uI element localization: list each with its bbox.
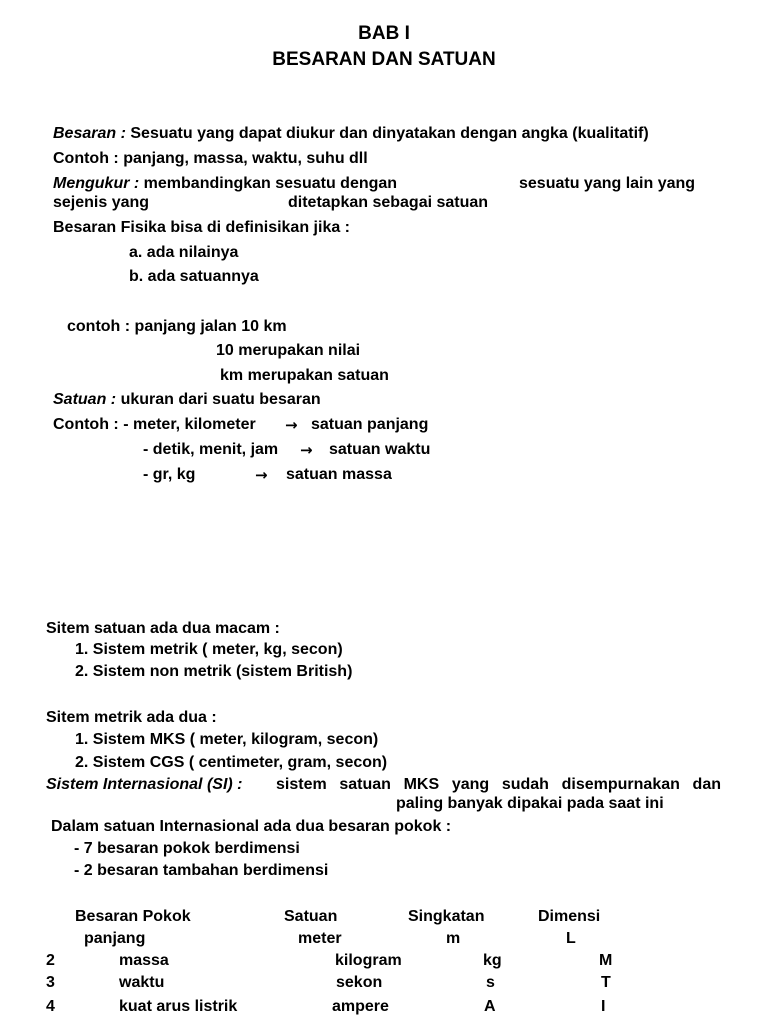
si-intro: Dalam satuan Internasional ada dua besaran pokok :: [51, 818, 452, 835]
mengukur-def-d: ditetapkan sebagai satuan: [288, 194, 489, 211]
system-item-2: 2. Sistem non metrik (sistem British): [75, 663, 353, 680]
table-header-besaran: Besaran Pokok: [75, 908, 191, 925]
satuan-contoh-row-1: Contoh : - meter, kilometer: [53, 416, 256, 433]
satuan-term: Satuan :: [53, 391, 117, 408]
metric-item-2: 2. Sistem CGS ( centimeter, gram, secon): [75, 754, 388, 771]
satuan-definition: [53, 390, 321, 409]
system-item-1: 1. Sistem metrik ( meter, kg, secon): [75, 641, 343, 658]
table-cell-singkatan: A: [484, 998, 496, 1015]
table-cell-besaran: kuat arus listrik: [119, 998, 238, 1015]
satuan-def-text: ukuran dari suatu besaran: [120, 391, 321, 408]
table-cell-satuan: ampere: [332, 998, 389, 1015]
table-cell-besaran: waktu: [119, 974, 165, 991]
right-arrow-icon: →: [300, 441, 313, 459]
table-cell-besaran: panjang: [84, 930, 146, 947]
table-cell-satuan: meter: [298, 930, 342, 947]
si-def-b: paling banyak dipakai pada saat ini: [396, 795, 664, 812]
besaran-definition: [53, 124, 649, 143]
si-def-a: sistem satuan MKS yang sudah disempurnakan dan: [276, 776, 721, 793]
satuan-result-1: satuan panjang: [311, 416, 429, 433]
satuan-result-2: satuan waktu: [329, 441, 431, 458]
right-arrow-icon: →: [285, 416, 298, 434]
table-cell-satuan: sekon: [336, 974, 383, 991]
chapter-label: BAB I: [358, 23, 410, 44]
table-cell-satuan: kilogram: [335, 952, 402, 969]
metric-heading: Sitem metrik ada dua :: [46, 709, 217, 726]
table-cell-number: 2: [46, 952, 55, 969]
mengukur-def-a: membandingkan sesuatu dengan: [143, 175, 398, 192]
condition-b: b. ada satuannya: [129, 268, 259, 285]
table-cell-dimensi: T: [601, 974, 611, 991]
contoh-besaran: Contoh : panjang, massa, waktu, suhu dll: [53, 150, 368, 167]
example-line-3: km merupakan satuan: [220, 367, 389, 384]
systems-heading: Sitem satuan ada dua macam :: [46, 620, 280, 637]
table-header-singkatan: Singkatan: [408, 908, 485, 925]
table-cell-dimensi: M: [599, 952, 613, 969]
table-cell-singkatan: m: [446, 930, 461, 947]
table-header-dimensi: Dimensi: [538, 908, 601, 925]
example-line-1: contoh : panjang jalan 10 km: [67, 318, 287, 335]
example-line-2: 10 merupakan nilai: [216, 342, 361, 359]
table-cell-dimensi: L: [566, 930, 576, 947]
mengukur-def-c: sejenis yang: [53, 194, 150, 211]
satuan-result-3: satuan massa: [286, 466, 392, 483]
metric-item-1: 1. Sistem MKS ( meter, kilogram, secon): [75, 731, 379, 748]
besaran-term: Besaran :: [53, 125, 126, 142]
table-cell-singkatan: s: [486, 974, 495, 991]
table-cell-dimensi: I: [601, 998, 606, 1015]
table-cell-singkatan: kg: [483, 952, 502, 969]
right-arrow-icon: →: [255, 466, 268, 484]
si-term: Sistem Internasional (SI) :: [46, 776, 243, 793]
mengukur-term: Mengukur :: [53, 175, 140, 192]
mengukur-def-b: sesuatu yang lain yang: [519, 175, 696, 192]
fisika-definition: Besaran Fisika bisa di definisikan jika :: [53, 219, 351, 236]
table-cell-number: 4: [46, 998, 55, 1015]
table-cell-number: 3: [46, 974, 55, 991]
besaran-def-text: Sesuatu yang dapat diukur dan dinyatakan dengan angka (kualitatif): [130, 125, 649, 142]
condition-a: a. ada nilainya: [129, 244, 239, 261]
table-cell-besaran: massa: [119, 952, 169, 969]
page-title: BESARAN DAN SATUAN: [272, 49, 496, 70]
si-bullet-2: - 2 besaran tambahan berdimensi: [74, 862, 329, 879]
satuan-contoh-row-2: - detik, menit, jam: [143, 441, 279, 458]
table-header-satuan: Satuan: [284, 908, 338, 925]
satuan-contoh-row-3: - gr, kg: [143, 466, 196, 483]
si-bullet-1: - 7 besaran pokok berdimensi: [74, 840, 300, 857]
mengukur-definition: [53, 174, 397, 193]
